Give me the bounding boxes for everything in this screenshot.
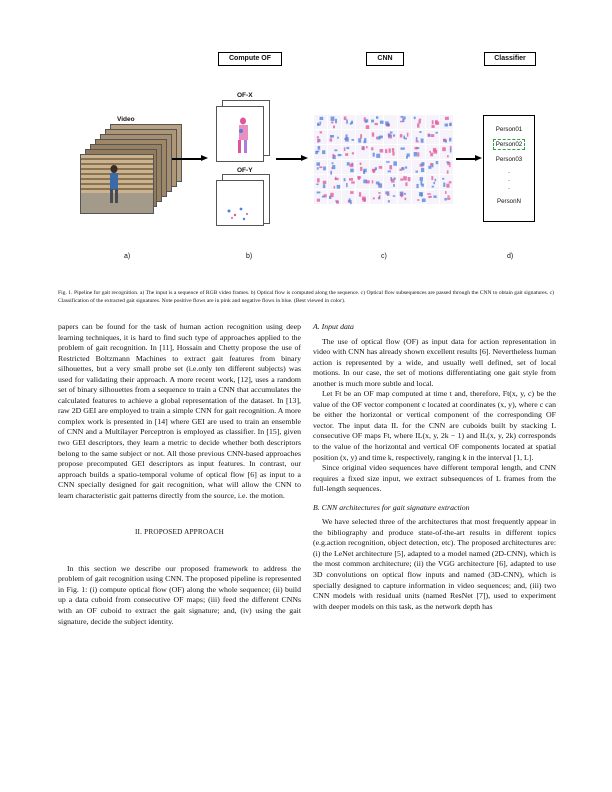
feature-map-blob bbox=[319, 122, 321, 124]
feature-map-blob bbox=[391, 179, 395, 183]
right-para-b1: We have selected three of the architectures that most frequently appear in the bibliography and produce state-of-the-art results in different topics (e.g.action recognition, object detection, etc). The proposed architectures are: (i) the LeNet architecture [5], adapted to a model named (2D-CNN), which is the most common architecture; (ii) the VGG architecture [6], adapted to use 3D convolutions on optical flow inputs and named (3D-CNN), which is specially designed to capture information in video sequences; and, (iii) two CNN models with residual units (named ResNet [7]), used to experiment with deeper models on this task, as the network depth has bbox=[313, 517, 556, 611]
feature-map-blob bbox=[389, 165, 392, 169]
of-y-flow-image bbox=[217, 181, 263, 225]
feature-map-blob bbox=[393, 161, 397, 165]
feature-map-blob bbox=[358, 138, 361, 142]
feature-map-blob bbox=[433, 150, 437, 154]
feature-map-blob bbox=[401, 193, 403, 197]
feature-map-blob bbox=[442, 147, 446, 151]
feature-map-blob bbox=[317, 123, 319, 126]
feature-map-blob bbox=[421, 168, 424, 172]
feature-map-blob bbox=[414, 117, 416, 119]
feature-map-blob bbox=[335, 119, 337, 123]
feature-map-blob bbox=[449, 181, 452, 183]
feature-map-blob bbox=[449, 138, 451, 142]
feature-map-blob bbox=[330, 171, 332, 175]
panel-letter-b: b) bbox=[246, 253, 253, 260]
feature-map-blob bbox=[345, 153, 348, 156]
feature-map-blob bbox=[421, 139, 424, 143]
feature-map-blob bbox=[378, 197, 380, 199]
feature-map-blob bbox=[350, 191, 353, 194]
feature-map-blob bbox=[360, 167, 362, 171]
feature-map-blob bbox=[322, 150, 325, 154]
feature-map-cell bbox=[426, 190, 439, 204]
feature-map-blob bbox=[318, 146, 321, 150]
feature-map-blob bbox=[380, 121, 384, 124]
class-person03: Person03 bbox=[495, 156, 523, 163]
feature-map-blob bbox=[390, 132, 393, 134]
feature-map-blob bbox=[414, 152, 418, 156]
feature-map-blob bbox=[349, 178, 353, 181]
right-column bbox=[313, 322, 556, 612]
feature-map-blob bbox=[319, 139, 321, 142]
feature-map-blob bbox=[323, 184, 325, 188]
feature-map-blob bbox=[449, 165, 451, 167]
feature-map-blob bbox=[379, 135, 383, 138]
feature-map-blob bbox=[421, 193, 423, 197]
feature-map-blob bbox=[385, 121, 389, 125]
feature-map-blob bbox=[363, 169, 366, 173]
right-para-a2: Let Ft be an OF map computed at time t and, therefore, Ft(x, y, c) be the value of the OF vector component c located at coordinates (x, y), where c can be either the horizontal or vertical component of the corresponding OF vector. The input data IL for the CNN are cuboids built by stacking L consecutive OF maps Ft, where IL(x, y, 2k − 1) and IL(x, y, 2k) corresponds to the value of the horizontal and vertical OF components located at spatial position (x, y) and time k, respectively, ranging k in the interval [1, L]. bbox=[313, 389, 556, 462]
feature-map-blob bbox=[422, 198, 426, 202]
feature-map-blob bbox=[363, 180, 367, 184]
feature-map-blob bbox=[386, 161, 389, 163]
feature-map-blob bbox=[402, 147, 404, 149]
feature-map-cell bbox=[398, 145, 411, 159]
feature-map-blob bbox=[442, 178, 444, 180]
feature-map-blob bbox=[352, 139, 355, 141]
feature-map-blob bbox=[443, 139, 446, 141]
feature-map-blob bbox=[373, 153, 375, 157]
feature-map-blob bbox=[335, 178, 339, 180]
feature-map-blob bbox=[371, 120, 374, 123]
feature-map-blob bbox=[393, 195, 395, 197]
feature-map-cell bbox=[398, 160, 411, 174]
class-ellipsis-2: . bbox=[508, 176, 510, 183]
feature-map-blob bbox=[416, 140, 419, 142]
feature-map-blob bbox=[315, 151, 318, 154]
feature-map-blob bbox=[429, 151, 431, 153]
feature-map-blob bbox=[373, 197, 375, 199]
feature-map-blob bbox=[404, 198, 406, 201]
feature-map-blob bbox=[417, 199, 419, 201]
feature-map-blob bbox=[332, 162, 334, 164]
feature-map-cell bbox=[370, 190, 383, 204]
feature-map-blob bbox=[332, 165, 335, 169]
feature-map-blob bbox=[346, 147, 349, 149]
feature-map-blob bbox=[330, 135, 332, 138]
right-para-a3: Since original video sequences have different temporal length, and CNN requires a fixed size input, we extract subsequences of L frames from the full-length sequences. bbox=[313, 463, 556, 494]
feature-map-blob bbox=[419, 119, 421, 121]
feature-map-blob bbox=[400, 116, 403, 118]
panel-letter-a: a) bbox=[124, 253, 131, 260]
feature-map-blob bbox=[344, 116, 347, 120]
feature-map-blob bbox=[347, 162, 350, 165]
feature-map-blob bbox=[317, 178, 320, 182]
feature-map-blob bbox=[338, 154, 342, 156]
feature-map-cell bbox=[342, 130, 355, 144]
class-person02-label: Person02 bbox=[493, 139, 526, 150]
feature-map-blob bbox=[393, 134, 395, 136]
feature-map-blob bbox=[430, 153, 433, 157]
feature-map-blob bbox=[333, 126, 335, 129]
feature-map-blob bbox=[445, 191, 447, 194]
feature-map-blob bbox=[349, 198, 351, 202]
feature-map-blob bbox=[378, 192, 380, 194]
feature-map-blob bbox=[407, 133, 409, 137]
feature-map-blob bbox=[403, 136, 405, 139]
feature-map-blob bbox=[447, 170, 449, 173]
feature-map-blob bbox=[415, 171, 418, 173]
video-front-frame bbox=[80, 154, 154, 214]
feature-map-blob bbox=[380, 149, 384, 152]
feature-map-blob bbox=[323, 181, 327, 184]
feature-map-blob bbox=[399, 169, 402, 171]
feature-map-blob bbox=[345, 137, 349, 141]
right-para-a1: The use of optical flow (OF) as input data for action representation in video with CNN has already shown excellent results [6]. Nevertheless human action is represented by a wide, and usually well defined, set of local motions. In our case, the set of motions differentiating one gait style from another is much more subtle and local. bbox=[313, 336, 556, 388]
feature-map-blob bbox=[352, 152, 354, 154]
feature-map-blob bbox=[319, 166, 322, 168]
feature-map-blob bbox=[402, 118, 404, 122]
feature-map-blob bbox=[375, 167, 377, 170]
feature-map-blob bbox=[430, 163, 432, 166]
feature-map-blob bbox=[388, 148, 390, 152]
feature-map-blob bbox=[406, 156, 408, 159]
feature-map-blob bbox=[334, 149, 337, 151]
feature-map-blob bbox=[331, 121, 333, 123]
feature-map-blob bbox=[334, 186, 336, 189]
feature-map-blob bbox=[330, 138, 333, 141]
feature-map-blob bbox=[372, 180, 374, 183]
feature-map-blob bbox=[400, 134, 403, 138]
cnn-feature-maps bbox=[314, 115, 456, 209]
feature-map-blob bbox=[393, 184, 395, 187]
feature-map-blob bbox=[317, 192, 321, 194]
class-ellipsis-1: . bbox=[508, 168, 510, 175]
feature-map-blob bbox=[444, 198, 447, 201]
feature-map-blob bbox=[418, 120, 420, 123]
feature-map-blob bbox=[344, 178, 346, 181]
subsection-cnn-architectures: B. CNN architectures for gait signature extraction bbox=[313, 502, 470, 512]
of-y-frame bbox=[216, 180, 264, 226]
of-x-label: OF-X bbox=[237, 92, 253, 99]
feature-map-blob bbox=[317, 199, 320, 202]
feature-map-blob bbox=[350, 164, 354, 167]
feature-map-blob bbox=[346, 120, 348, 124]
feature-map-blob bbox=[371, 147, 373, 150]
feature-map-blob bbox=[385, 149, 387, 153]
feature-map-blob bbox=[421, 162, 424, 166]
feature-map-blob bbox=[447, 195, 449, 197]
panel-letter-d: d) bbox=[507, 253, 514, 260]
feature-map-blob bbox=[445, 117, 449, 120]
feature-map-blob bbox=[420, 177, 423, 181]
feature-map-blob bbox=[433, 182, 435, 184]
feature-map-blob bbox=[329, 196, 331, 199]
feature-map-blob bbox=[350, 123, 352, 125]
feature-map-blob bbox=[417, 123, 419, 127]
feature-map-blob bbox=[320, 131, 322, 133]
feature-map-blob bbox=[323, 167, 326, 171]
feature-map-blob bbox=[358, 176, 360, 180]
feature-map-blob bbox=[388, 171, 391, 173]
feature-map-blob bbox=[366, 125, 370, 129]
feature-map-blob bbox=[436, 161, 439, 164]
feature-map-blob bbox=[431, 134, 435, 137]
feature-map-blob bbox=[450, 123, 452, 127]
feature-map-blob bbox=[401, 167, 403, 169]
feature-map-blob bbox=[361, 146, 364, 150]
walking-person-image bbox=[81, 155, 153, 213]
feature-map-blob bbox=[392, 152, 394, 156]
feature-map-blob bbox=[364, 117, 366, 121]
feature-map-blob bbox=[418, 152, 420, 156]
feature-map-blob bbox=[359, 192, 361, 196]
feature-map-blob bbox=[431, 176, 433, 180]
feature-map-blob bbox=[428, 134, 430, 136]
feature-map-blob bbox=[405, 182, 407, 186]
feature-map-cell bbox=[356, 130, 369, 144]
feature-map-blob bbox=[405, 166, 407, 168]
feature-map-blob bbox=[320, 117, 324, 120]
feature-map-blob bbox=[316, 162, 320, 166]
feature-map-blob bbox=[428, 166, 431, 169]
of-x-flow-image bbox=[217, 107, 263, 161]
feature-map-blob bbox=[435, 121, 439, 124]
compute-of-box: Compute OF bbox=[218, 52, 282, 66]
feature-map-blob bbox=[414, 147, 417, 149]
feature-map-blob bbox=[408, 177, 411, 181]
feature-map-blob bbox=[432, 120, 434, 124]
feature-map-blob bbox=[447, 197, 450, 200]
class-person02-selected bbox=[484, 141, 534, 148]
of-y-label: OF-Y bbox=[237, 167, 253, 174]
feature-map-blob bbox=[350, 169, 353, 173]
feature-map-blob bbox=[317, 136, 319, 138]
feature-map-blob bbox=[432, 186, 434, 188]
feature-map-blob bbox=[388, 200, 390, 202]
feature-map-blob bbox=[336, 201, 339, 204]
feature-map-blob bbox=[332, 154, 334, 158]
feature-map-blob bbox=[447, 162, 450, 165]
feature-map-blob bbox=[316, 184, 318, 186]
feature-map-blob bbox=[372, 132, 374, 136]
feature-map-blob bbox=[376, 137, 378, 140]
feature-map-blob bbox=[431, 125, 434, 128]
feature-map-blob bbox=[404, 193, 406, 195]
feature-map-blob bbox=[317, 167, 319, 169]
feature-map-blob bbox=[445, 124, 448, 127]
feature-map-blob bbox=[388, 133, 391, 136]
feature-map-blob bbox=[362, 197, 366, 201]
feature-map-blob bbox=[400, 147, 402, 149]
feature-map-blob bbox=[435, 179, 437, 182]
feature-map-blob bbox=[375, 123, 378, 125]
feature-map-blob bbox=[376, 181, 380, 184]
feature-map-blob bbox=[331, 117, 335, 121]
cnn-box: CNN bbox=[366, 52, 404, 66]
feature-map-blob bbox=[376, 116, 378, 119]
classifier-box: Classifier bbox=[484, 52, 536, 66]
section-title-proposed-approach: II. PROPOSED APPROACH bbox=[134, 528, 225, 537]
class-personN: PersonN bbox=[496, 198, 522, 205]
classifier-output-box bbox=[483, 115, 535, 222]
left-column bbox=[58, 322, 301, 627]
panel-letter-c: c) bbox=[381, 253, 387, 260]
feature-map-blob bbox=[337, 185, 341, 189]
feature-map-blob bbox=[346, 183, 348, 187]
feature-map-blob bbox=[446, 184, 449, 188]
feature-map-cell bbox=[356, 160, 369, 174]
feature-map-blob bbox=[419, 131, 421, 133]
feature-map-blob bbox=[430, 196, 432, 198]
feature-map-blob bbox=[420, 181, 422, 185]
feature-map-blob bbox=[450, 149, 452, 153]
feature-map-blob bbox=[392, 148, 394, 152]
feature-map-blob bbox=[379, 166, 382, 169]
feature-map-blob bbox=[447, 155, 449, 157]
feature-map-blob bbox=[376, 154, 380, 158]
feature-map-blob bbox=[416, 137, 418, 140]
figure-caption: Fig. 1. Pipeline for gait recognition. a) The input is a sequence of RGB video frames. b) Optical flow is computed along the sequence. c) Optical flow subsequences are passed through the CNN to obtain gait signatures. c) Classification of the extracted gait signatures. Note positive flows are in pink and negative flows in blue. (Best viewed in color). bbox=[58, 290, 554, 304]
feature-map-blob bbox=[360, 163, 362, 165]
video-label: Video bbox=[117, 116, 135, 123]
feature-map-blob bbox=[443, 182, 445, 186]
feature-map-blob bbox=[366, 146, 368, 148]
of-x-frame bbox=[216, 106, 264, 162]
feature-map-blob bbox=[337, 137, 339, 139]
feature-map-blob bbox=[400, 121, 403, 123]
feature-map-blob bbox=[322, 196, 325, 198]
left-para-2: In this section we describe our proposed framework to address the problem of gait recognition using CNN. The proposed pipeline is represented in Fig. 1: (i) compute optical flow (OF) along the whole sequence; (ii) build up a data cuboid from consecutive OF maps; (iii) feed the different CNNs with an OF cuboid to extract the gait signature; and, (iv) using the gait signature, decide the subject identity. bbox=[58, 563, 301, 626]
feature-map-blob bbox=[416, 184, 418, 188]
feature-map-blob bbox=[427, 193, 431, 195]
class-ellipsis-3: . bbox=[508, 184, 510, 191]
feature-map-blob bbox=[435, 132, 437, 134]
feature-map-blob bbox=[433, 195, 436, 197]
feature-map-blob bbox=[344, 147, 346, 151]
subsection-input-data: A. Input data bbox=[313, 322, 354, 331]
class-person01: Person01 bbox=[495, 126, 523, 133]
feature-map-blob bbox=[400, 178, 403, 180]
feature-map-blob bbox=[403, 176, 407, 180]
feature-map-blob bbox=[351, 181, 355, 183]
feature-map-blob bbox=[360, 134, 362, 138]
feature-map-blob bbox=[387, 193, 390, 195]
feature-map-blob bbox=[363, 141, 366, 144]
left-para-1: papers can be found for the task of human action recognition using deep learning techniques, it is hard to find such type of approaches applied to the problem of gait recognition. In [11], Hossain and Chetty propose the use of Restricted Boltzmann Machines to extract gait features from binary silhouettes, but a very small probe set (i.e.only ten different subjects) was used for validating their approach. A more recent work, [12], uses a random set of binary silhouettes from a sequence to train a CNN that accumulates the calculated features to achieve a global representation of the dataset. In [13], raw 2D GEI are employed to train a simple CNN for gait recognition. A more complex work is presented in [14] where GEI are used to train an ensemble of CNN and a Multilayer Perceptron is employed as classifier. In [15], given two GEI descriptors, they learn a metric to decide whether both descriptors belong to the same subject or not. All those previous CNN-based approaches propose precomputed GEI descriptors as input features. In contrast, our approach builds a spatio-temporal volume of optical flow [6] as input to a CNN specially designed for gait recognition, what will allow the CNN to learn characteristic gait patterns directly from the source, i.e. the motion. bbox=[58, 322, 301, 500]
